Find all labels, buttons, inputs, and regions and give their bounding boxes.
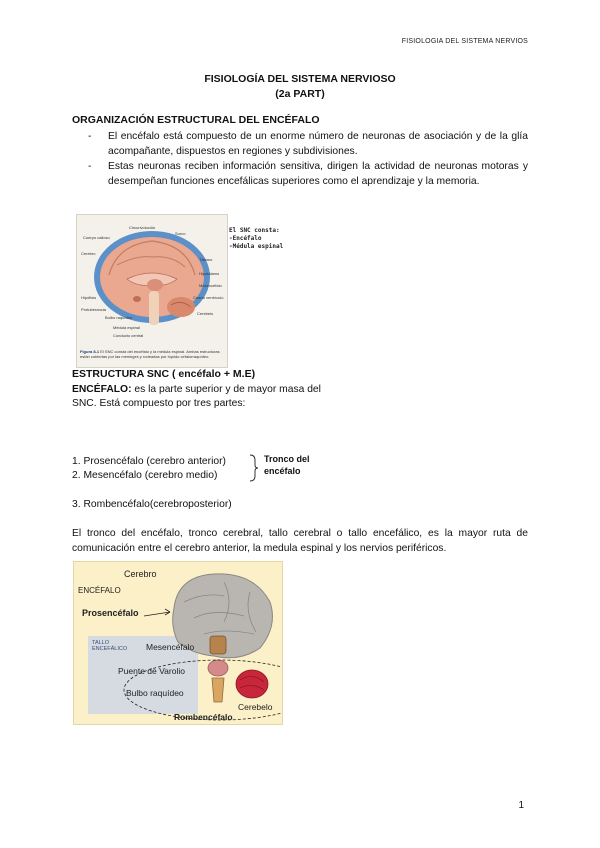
fig1-label-hipotalamo: Hipotálamo: [199, 271, 220, 276]
fig1-label-cuerpo-calloso: Cuerpo calloso: [83, 235, 110, 240]
fig1-label-circunvolucion: Circunvolución: [129, 225, 156, 230]
fig2-label-cerebelo: Cerebelo: [238, 702, 273, 712]
fig2-label-mesencefalo: Mesencéfalo: [146, 642, 195, 652]
tronco-paragraph: El tronco del encéfalo, tronco cerebral, tallo cerebral o tallo encefálico, es la mayor ruta de comunicación entre el cerebro anterior, la medula espinal y los nervios periféricos.: [72, 528, 528, 554]
brain-sagittal-illustration: [77, 215, 227, 347]
section-heading-organizacion: ORGANIZACIÓN ESTRUCTURAL DEL ENCÉFALO: [72, 114, 320, 126]
encephalon-parts-figure: [73, 561, 283, 725]
fig1-label-ventriculo: Cuarto ventrículo: [193, 295, 224, 300]
bullet-text: Estas neuronas reciben información sensitiva, dirigen la actividad de neuronas motoras y desempeñan funciones encefálicas superiores como el aprendizaje y la memoria.: [108, 161, 528, 187]
bullet-dash: -: [88, 131, 92, 142]
fig2-label-prosencefalo: Prosencéfalo: [82, 608, 139, 618]
fig1-label-mesencefalo: Mesencéfalo: [199, 283, 222, 288]
brace-icon: [250, 454, 258, 482]
side-note-line: -Encéfalo: [229, 235, 262, 242]
list-item-rombencefalo: 3. Rombencéfalo(cerebroposterior): [72, 499, 232, 510]
bullet-item: [88, 130, 528, 159]
list-item-prosencefalo: 1. Prosencéfalo (cerebro anterior): [72, 456, 226, 467]
fig1-label-bulbo: Bulbo raquídeo: [105, 315, 133, 320]
fig1-label-talamo: Tálamo: [199, 257, 213, 262]
document-title: [0, 72, 600, 102]
encefalo-definition-text: es la parte superior y de mayor masa del: [131, 384, 321, 395]
brace-label-line: encéfalo: [264, 466, 301, 476]
page-number: 1: [518, 800, 524, 811]
fig1-label-cerebelo: Cerebelo: [197, 311, 214, 316]
figure1-caption-text: El SNC consta del encéfalo y la médula espinal. Ambas estructuras están cubiertas por las meninges y rodeadas por líquido cefalorraquídeo.: [80, 349, 220, 359]
fig2-label-tallo: [92, 640, 127, 652]
figure1-caption: [80, 349, 224, 359]
bullet-item: [88, 160, 528, 189]
fig1-label-cerebro: Cerebro: [81, 251, 96, 256]
bullet-text: El encéfalo está compuesto de un enorme número de neuronas de asociación y de la glía acompañante, dispuestos en regiones y subdivisiones.: [108, 131, 528, 157]
fig2-tallo-line: TALLO: [92, 640, 110, 646]
fig1-label-medula: Médula espinal: [113, 325, 140, 330]
fig1-label-surco: Surco: [175, 231, 186, 236]
fig2-label-cerebro: Cerebro: [124, 569, 157, 579]
bullet-dash: -: [88, 161, 92, 172]
side-note-line: El SNC consta:: [229, 227, 280, 234]
bullet-list: [88, 130, 528, 190]
brace-label-line: Tronco del: [264, 454, 310, 464]
fig2-tallo-line: ENCEFÁLICO: [92, 646, 128, 652]
fig2-label-encefalo: ENCÉFALO: [78, 586, 121, 595]
encefalo-term: ENCÉFALO:: [72, 384, 132, 395]
fig2-label-rombencefalo: Rombencéfalo: [174, 712, 233, 722]
running-header: FISIOLOGIA DEL SISTEMA NERVIOS: [401, 38, 528, 45]
side-note-line: -Médula espinal: [229, 243, 284, 250]
title-line-1: FISIOLOGÍA DEL SISTEMA NERVIOSO: [204, 73, 396, 85]
figure1-side-note: [229, 227, 283, 251]
brain-sagittal-figure: [76, 214, 228, 368]
brace-label-tronco: [264, 453, 310, 477]
section-heading-estructura: ESTRUCTURA SNC ( encéfalo + M.E): [72, 368, 256, 380]
fig2-label-bulbo: Bulbo raquídeo: [126, 688, 184, 698]
encefalo-definition-line-1: [72, 382, 321, 397]
figure1-caption-title: Figura 8-1: [80, 349, 100, 354]
fig1-label-hipofisis: Hipófisis: [81, 295, 97, 300]
fig2-label-puente: Puente de Varolio: [118, 666, 185, 676]
fig1-label-conducto: Conducto central: [113, 333, 144, 338]
list-item-mesencefalo: 2. Mesencéfalo (cerebro medio): [72, 470, 218, 481]
title-line-2: (2a PART): [275, 88, 325, 100]
encefalo-definition-line-2: SNC. Está compuesto por tres partes:: [72, 398, 246, 409]
fig1-label-protuberancia: Protuberancia: [81, 307, 106, 312]
